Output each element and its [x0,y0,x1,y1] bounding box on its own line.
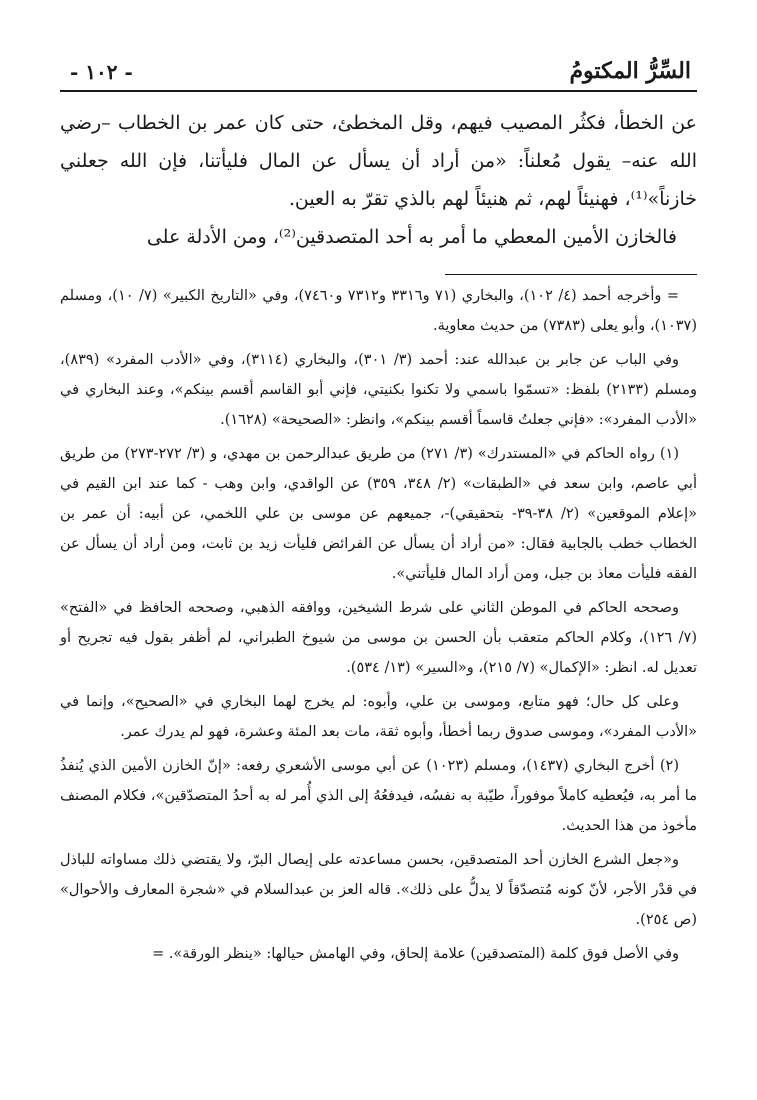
footnote-separator [445,274,697,275]
book-title: السِّرُّ المكتومُ [569,58,691,84]
footnote-paragraph: وعلى كل حال؛ فهو متابع، وموسى بن علي، وأبوه: لم يخرج لهما البخاري في «الصحيح»، وإنما في «الأدب المفرد»، وموسى صدوق ربما أخطأ، وأبوه ثقة، مات بعد المئة وعشرة، فهو لم يدرك عمر. [60,694,697,740]
page-header [60,58,697,92]
footnote-2: (٢) أخرج البخاري (١٤٣٧)، ومسلم (١٠٢٣) عن أبي موسى الأشعري رفعه: «إنّ الخازن الأمين الذي يُنفذُ ما أمر به، فيُعطيه كاملاً موفوراً، طيّبة به نفسُه، فيدفعُهُ إلى الذي أُمر له به أحدُ المتصدّقين»، فكلام المصنف مأخوذ من هذا الحديث. [60,758,697,834]
footnote-continuation: = وأخرجه أحمد (٤/ ١٠٢)، والبخاري (٧١ و٣٣١٦ و٧٣١٢ و٧٤٦٠)، وفي «التاريخ الكبير» (٧/ ١٠)، ومسلم (١٠٣٧)، وأبو يعلى (٧٣٨٣) من حديث معاوية. [60,288,697,334]
main-paragraph: عن الخطأ، فكثُر المصيب فيهم، وقل المخطئ، حتى كان عمر بن الخطاب –رضي الله عنه– يقول مُعلناً: «من أراد أن يسأل عن المال فليأتنا، فإن الله جعلني خازناً»⁽¹⁾، فهنيئاً لهم، ثم هنيئاً لهم بالذي تقرّ به العين. [60,112,697,210]
footnote-1: (١) رواه الحاكم في «المستدرك» (٣/ ٢٧١) من طريق عبدالرحمن بن مهدي، و (٣/ ٢٧٢-٢٧٣) من طريق أبي عاصم، وابن سعد في «الطبقات» (٢/ ٣٤٨، ٣٥٩) عن الواقدي، وابن وهب - كما عند ابن القيم في «إعلام الموقعين» (٢/ ٣٨-٣٩- بتحقيقي)-، جميعهم عن موسى بن علي اللخمي، عن أبيه: أن عمر بن الخطاب خطب بالجابية فقال: «من أراد أن يسأل عن الفرائض فليأت زيد بن ثابت، ومن أراد أن يسأل عن الفقه فليأت معاذ بن جبل، ومن أراد المال فليأتني». [60,446,697,582]
footnote-paragraph: وصححه الحاكم في الموطن الثاني على شرط الشيخين، ووافقه الذهبي، وصححه الحافظ في «الفتح» (٧/ ١٢٦)، وكلام الحاكم متعقب بأن الحسن بن موسى من شيوخ الطبراني، لم أظفر بقول فيه تجريح أو تعديل له. انظر: «الإكمال» (٧/ ٢١٥)، و«السير» (١٣/ ٥٣٤). [60,600,697,676]
footnote-paragraph: وفي الأصل فوق كلمة (المتصدقين) علامة إلحاق، وفي الهامش حيالها: «ينظر الورقة». = [152,946,679,962]
page-number: - ١٠٢ - [70,60,133,84]
footnotes [60,281,697,969]
main-paragraph: فالخازن الأمين المعطي ما أمر به أحد المتصدقين⁽²⁾، ومن الأدلة على [146,226,677,248]
main-text [60,104,697,256]
footnote-paragraph: وفي الباب عن جابر بن عبدالله عند: أحمد (٣/ ٣٠١)، والبخاري (٣١١٤)، وفي «الأدب المفرد» (٨٣٩)، ومسلم (٢١٣٣) بلفظ: «تسمّوا باسمي ولا تكنوا بكنيتي، فإني أبو القاسم أقسم بينكم»، وعند البخاري في «الأدب المفرد»: «فإني جعلتُ قاسماً أقسم بينكم»، وانظر: «الصحيحة» (١٦٢٨). [60,352,698,428]
footnote-paragraph: و«جعل الشرع الخازن أحد المتصدقين، بحسن مساعدته على إيصال البرّ، ولا يقتضي ذلك مساواته للباذل في قدْر الأجر، لأنّ كونه مُتصدّقاً لا يدلُّ على ذلك». قاله العز بن عبدالسلام في «شجرة المعارف والأحوال» (ص ٢٥٤). [60,852,697,928]
